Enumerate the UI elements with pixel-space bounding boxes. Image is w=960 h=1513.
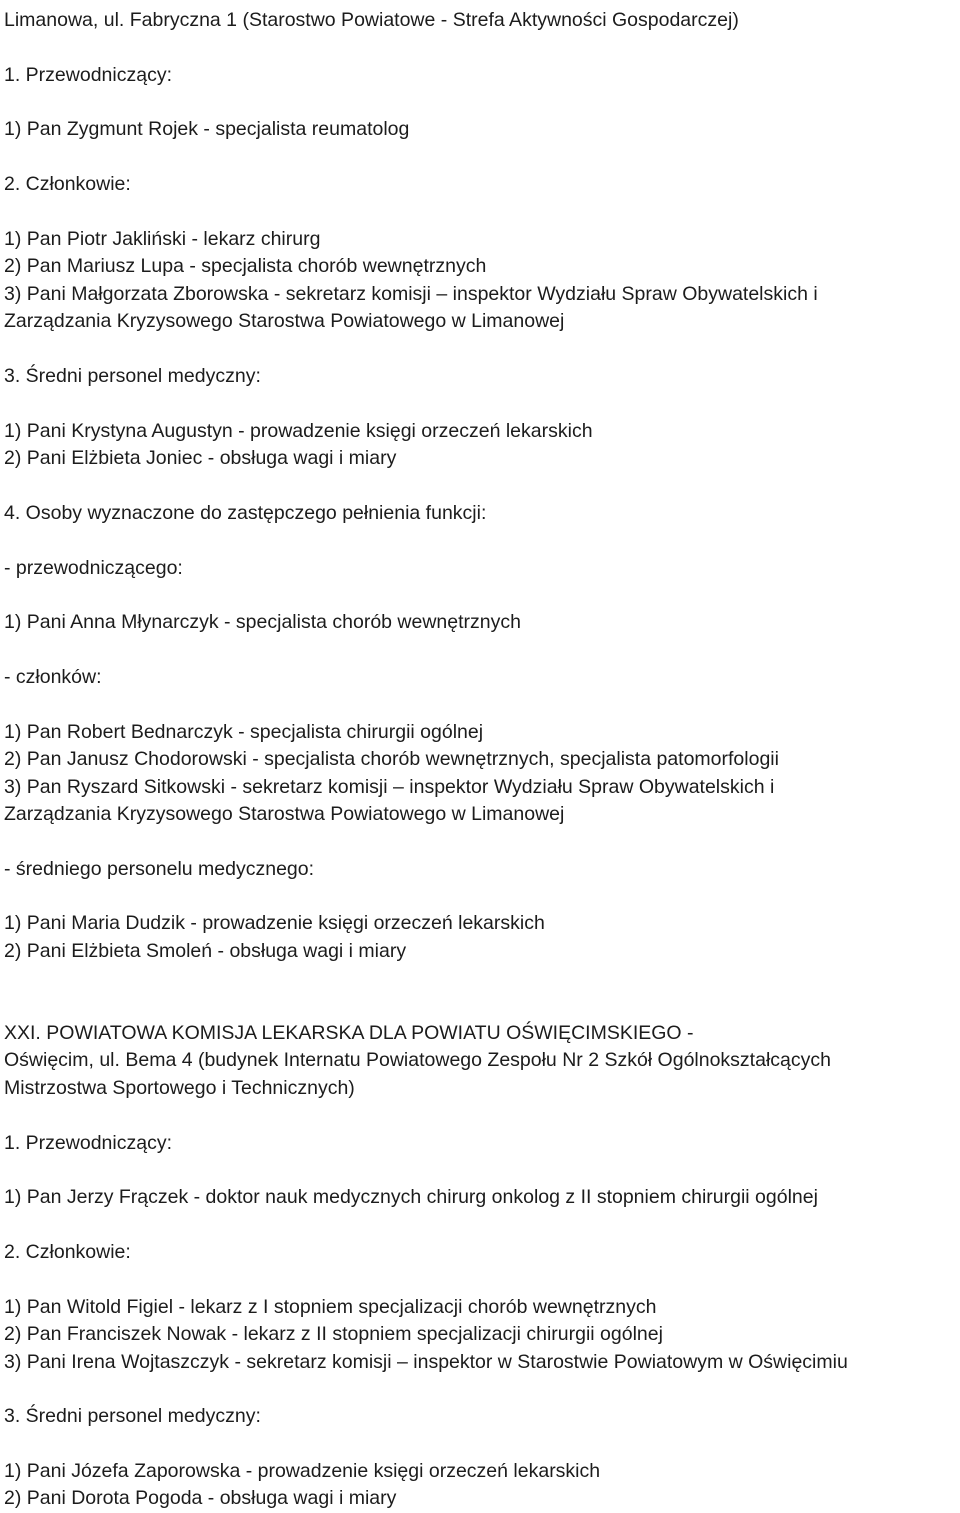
document-body xyxy=(4,7,956,1513)
text-line: 1) Pan Robert Bednarczyk - specjalista chirurgii ogólnej xyxy=(4,720,484,743)
text-line: 4. Osoby wyznaczone do zastępczego pełnienia funkcji: xyxy=(4,501,487,524)
text-line: 2. Członkowie: xyxy=(4,1240,131,1263)
text-line: 1) Pani Maria Dudzik - prowadzenie księgi orzeczeń lekarskich xyxy=(4,912,545,935)
text-line: 3) Pan Ryszard Sitkowski - sekretarz komisji – inspektor Wydziału Spraw Obywatelskich i xyxy=(4,775,775,798)
text-line: 1) Pani Józefa Zaporowska - prowadzenie księgi orzeczeń lekarskich xyxy=(4,1459,601,1482)
text-line: 1) Pan Piotr Jakliński - lekarz chirurg xyxy=(4,227,321,250)
text-line: 3) Pani Irena Wojtaszczyk - sekretarz komisji – inspektor w Starostwie Powiatowym w Oświęcimiu xyxy=(4,1350,848,1373)
text-line: 2) Pani Elżbieta Joniec - obsługa wagi i miary xyxy=(4,447,397,470)
text-line: - przewodniczącego: xyxy=(4,556,183,579)
text-line: 2) Pan Mariusz Lupa - specjalista chorób wewnętrznych xyxy=(4,255,487,278)
text-line: XXI. POWIATOWA KOMISJA LEKARSKA DLA POWIATU OŚWIĘCIMSKIEGO - xyxy=(4,1021,694,1044)
text-line: 2) Pan Franciszek Nowak - lekarz z II stopniem specjalizacji chirurgii ogólnej xyxy=(4,1323,663,1346)
text-line: 1) Pan Witold Figiel - lekarz z I stopniem specjalizacji chorób wewnętrznych xyxy=(4,1295,657,1318)
text-line: 1. Przewodniczący: xyxy=(4,1131,172,1154)
text-line: 2) Pani Dorota Pogoda - obsługa wagi i miary xyxy=(4,1487,397,1510)
text-line: 2. Członkowie: xyxy=(4,173,131,196)
text-line: Oświęcim, ul. Bema 4 (budynek Internatu Powiatowego Zespołu Nr 2 Szkół Ogólnokształcących xyxy=(4,1049,831,1072)
text-line: Mistrzostwa Sportowego i Technicznych) xyxy=(4,1076,355,1099)
text-line: 3) Pani Małgorzata Zborowska - sekretarz komisji – inspektor Wydziału Spraw Obywatelskich i xyxy=(4,282,818,305)
text-line: Zarządzania Kryzysowego Starostwa Powiatowego w Limanowej xyxy=(4,803,565,826)
text-line: 1. Przewodniczący: xyxy=(4,63,172,86)
text-line: 1) Pani Anna Młynarczyk - specjalista chorób wewnętrznych xyxy=(4,611,521,634)
text-line: - średniego personelu medycznego: xyxy=(4,857,315,880)
text-line: 3. Średni personel medyczny: xyxy=(4,1405,261,1428)
text-line: 1) Pan Zygmunt Rojek - specjalista reumatolog xyxy=(4,118,410,141)
text-line: 2) Pan Janusz Chodorowski - specjalista chorób wewnętrznych, specjalista patomorfologii xyxy=(4,748,779,771)
text-line: 3. Średni personel medyczny: xyxy=(4,364,261,387)
text-line: 1) Pan Jerzy Frączek - doktor nauk medycznych chirurg onkolog z II stopniem chirurgii ogólnej xyxy=(4,1186,818,1209)
text-line: Zarządzania Kryzysowego Starostwa Powiatowego w Limanowej xyxy=(4,310,565,333)
text-line: 2) Pani Elżbieta Smoleń - obsługa wagi i miary xyxy=(4,939,407,962)
text-line: Limanowa, ul. Fabryczna 1 (Starostwo Powiatowe - Strefa Aktywności Gospodarczej) xyxy=(4,9,739,31)
text-line: - członków: xyxy=(4,665,102,688)
text-line: 1) Pani Krystyna Augustyn - prowadzenie księgi orzeczeń lekarskich xyxy=(4,419,593,442)
